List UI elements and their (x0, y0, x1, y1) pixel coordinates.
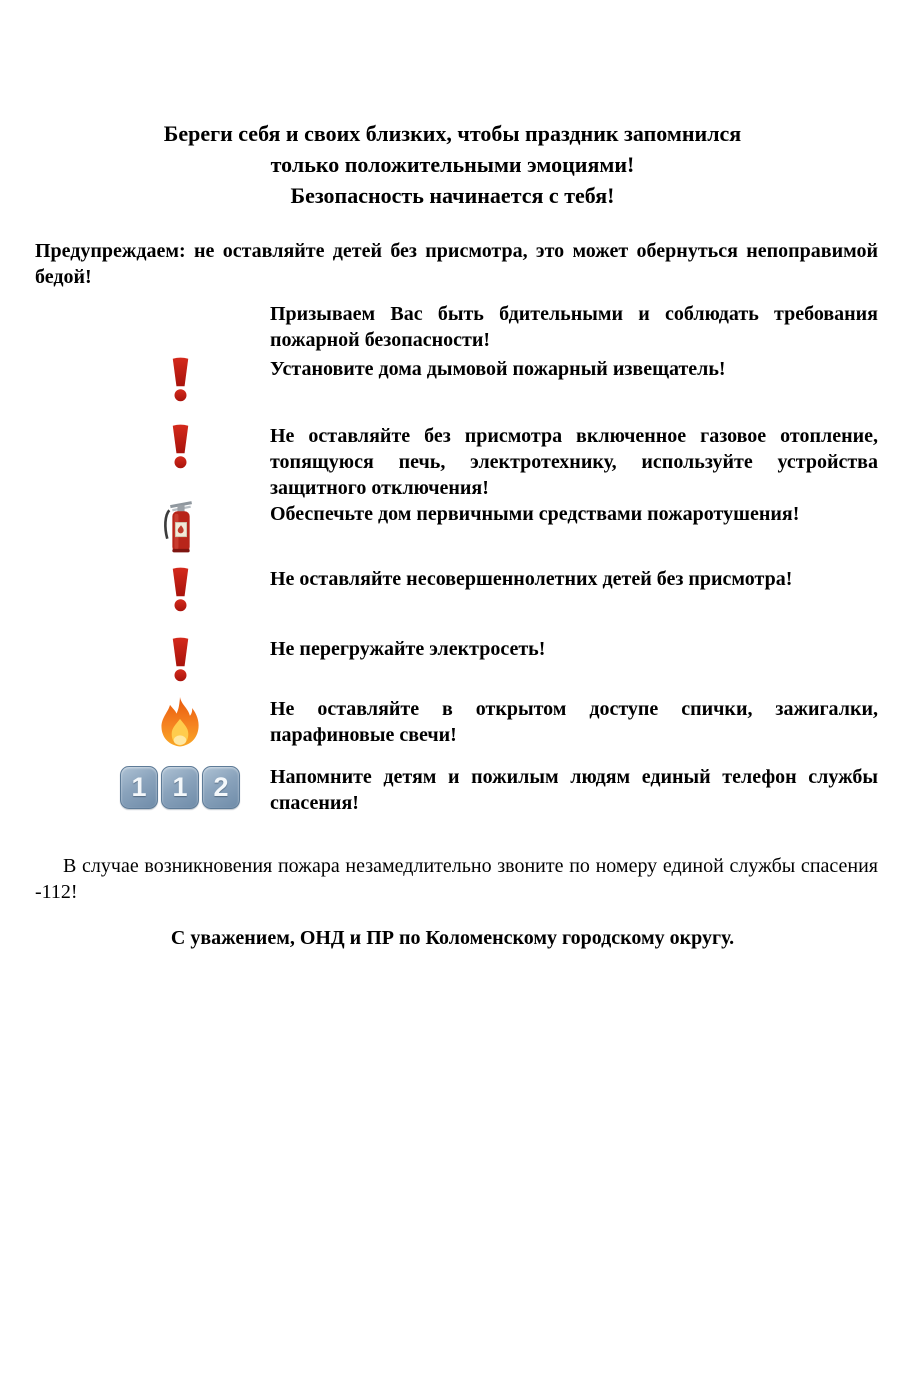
fire-icon (157, 696, 203, 748)
safety-item (0, 501, 905, 566)
document-title (30, 118, 875, 211)
item-text: Призываем Вас быть бдительными и соблюдать требования пожарной безопасности! (270, 303, 878, 351)
item-icon-cell (35, 356, 270, 402)
exclamation-icon (166, 357, 195, 402)
title-line: только положительными эмоциями! (270, 152, 635, 177)
exclamation-icon (166, 424, 195, 469)
safety-item (0, 764, 905, 820)
item-icon-cell (35, 764, 270, 809)
item-text: Обеспечьте дом первичными средствами пожаротушения! (270, 503, 800, 525)
item-icon-cell (35, 696, 270, 748)
keycap-digit: 1 (161, 766, 199, 809)
signature-line: С уважением, ОНД и ПР по Коломенскому городскому округу. (170, 927, 735, 949)
item-icon-cell (35, 636, 270, 682)
item-text: Не оставляйте несовершеннолетних детей без присмотра! (270, 568, 793, 590)
item-text: Установите дома дымовой пожарный извещатель! (270, 358, 726, 380)
item-text: Не оставляйте в открытом доступе спички, зажигалки, парафиновые свечи! (270, 698, 878, 746)
safety-item (0, 636, 905, 696)
fire-extinguisher-icon (160, 497, 201, 556)
safety-item (0, 566, 905, 636)
safety-items-list (0, 301, 905, 820)
safety-item (0, 423, 905, 501)
title-line: Береги себя и своих близких, чтобы праздник запомнился (163, 121, 742, 146)
warning-paragraph: Предупреждаем: не оставляйте детей без присмотра, это может обернуться непоправимой бедой! (35, 240, 878, 288)
item-text: Напомните детям и пожилым людям единый телефон службы спасения! (270, 766, 878, 814)
item-text: Не перегружайте электросеть! (270, 638, 546, 660)
item-text: Не оставляйте без присмотра включенное газовое отопление, топящуюся печь, электротехнику, используйте устройства защитного отключения! (270, 425, 878, 499)
safety-item (0, 696, 905, 764)
keycap-digit: 1 (120, 766, 158, 809)
exclamation-icon (166, 637, 195, 682)
title-line: Безопасность начинается с тебя! (290, 183, 615, 208)
item-icon-cell (35, 566, 270, 612)
item-icon-cell (35, 423, 270, 469)
keycap-digit: 2 (202, 766, 240, 809)
emergency-112-icon (120, 766, 240, 809)
item-icon-cell (35, 501, 270, 556)
flyer-page (0, 118, 905, 1398)
exclamation-icon (166, 567, 195, 612)
safety-item (0, 356, 905, 423)
safety-item (0, 301, 905, 356)
closing-paragraph: В случае возникновения пожара незамедлительно звоните по номеру единой службы спасения -112! (35, 855, 878, 903)
